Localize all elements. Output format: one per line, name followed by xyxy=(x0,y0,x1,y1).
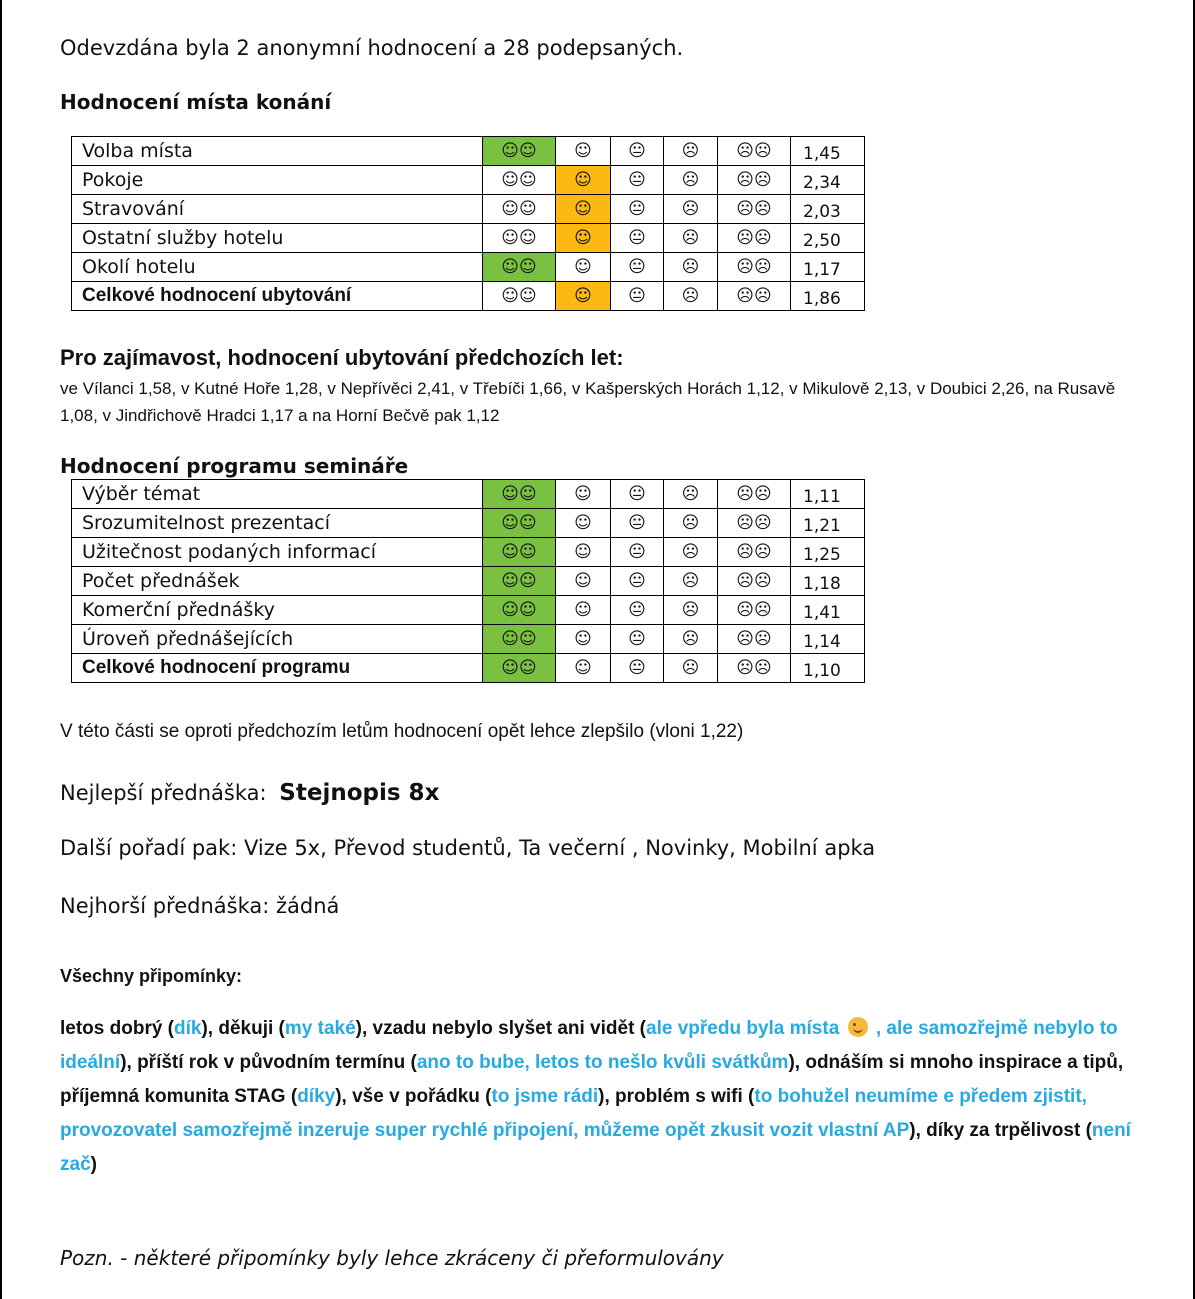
smiley-5-icon: ☹☹ xyxy=(718,282,791,311)
venue-row xyxy=(72,282,865,311)
venue-row-label: Pokoje xyxy=(72,166,483,195)
venue-row-score: 1,17 xyxy=(791,253,865,282)
smiley-1-icon: ☺☺ xyxy=(483,654,556,683)
comment-text: ), odnáším si mnoho inspirace a tipů, příjemná komunita STAG ( xyxy=(60,1052,1124,1107)
comments-title: Všechny připomínky: xyxy=(60,966,243,986)
venue-row xyxy=(72,224,865,253)
comment-text: ), problém s wifi ( xyxy=(598,1086,755,1107)
smiley-1-icon: ☺☺ xyxy=(483,596,556,625)
best-lecture-value: Stejnopis 8x xyxy=(279,780,440,806)
program-row-score: 1,14 xyxy=(791,625,865,654)
venue-row-label: Volba místa xyxy=(72,137,483,166)
smiley-2-icon: ☺ xyxy=(556,137,611,166)
program-row xyxy=(72,625,865,654)
smiley-2-icon: ☺ xyxy=(556,654,611,683)
comments-text xyxy=(60,1012,1150,1182)
comment-text: ), děkuji ( xyxy=(201,1018,285,1039)
smiley-1-icon: ☺☺ xyxy=(483,195,556,224)
program-row-score: 1,11 xyxy=(791,480,865,509)
program-row-label: Výběr témat xyxy=(72,480,483,509)
smiley-1-icon: ☺☺ xyxy=(483,166,556,195)
program-row xyxy=(72,509,865,538)
program-row-score: 1,10 xyxy=(791,654,865,683)
smiley-5-icon: ☹☹ xyxy=(718,625,791,654)
smiley-4-icon: ☹ xyxy=(664,195,718,224)
comment-text: ), vše v pořádku ( xyxy=(335,1086,492,1107)
smiley-4-icon: ☹ xyxy=(664,224,718,253)
previous-years-title: Pro zajímavost, hodnocení ubytování předchozích let: xyxy=(60,345,624,370)
smiley-3-icon: 😐 xyxy=(611,224,664,253)
smiley-4-icon: ☹ xyxy=(664,253,718,282)
comment-reply: to bohužel neumíme e předem zjistit, provozovatel samozřejmě inzeruje super rychlé připojení, můžeme opět zkusit vozit vlastní AP xyxy=(60,1086,1087,1141)
smiley-1-icon: ☺☺ xyxy=(483,509,556,538)
venue-row-score: 2,34 xyxy=(791,166,865,195)
smiley-1-icon: ☺☺ xyxy=(483,253,556,282)
program-row xyxy=(72,596,865,625)
next-order-value: Vize 5x, Převod studentů, Ta večerní , Novinky, Mobilní apka xyxy=(243,836,876,860)
smiley-2-icon: ☺ xyxy=(556,567,611,596)
worst-lecture-label: Nejhorší přednáška: xyxy=(60,894,270,918)
program-row xyxy=(72,480,865,509)
venue-row-score: 2,50 xyxy=(791,224,865,253)
venue-row-label: Ostatní služby hotelu xyxy=(72,224,483,253)
best-lecture-label: Nejlepší přednáška: xyxy=(60,781,267,805)
smiley-2-icon: ☺ xyxy=(556,166,611,195)
venue-row xyxy=(72,137,865,166)
program-row-score: 1,18 xyxy=(791,567,865,596)
venue-row-label: Celkové hodnocení ubytování xyxy=(72,282,483,311)
venue-row-score: 2,03 xyxy=(791,195,865,224)
comment-reply: ano to bube, letos to nešlo kvůli svátkům xyxy=(416,1052,789,1073)
smiley-5-icon: ☹☹ xyxy=(718,654,791,683)
smiley-5-icon: ☹☹ xyxy=(718,509,791,538)
smiley-2-icon: ☺ xyxy=(556,282,611,311)
smiley-1-icon: ☺☺ xyxy=(483,480,556,509)
wink-emoji-icon xyxy=(848,1017,868,1037)
smiley-4-icon: ☹ xyxy=(664,567,718,596)
smiley-4-icon: ☹ xyxy=(664,166,718,195)
worst-lecture xyxy=(60,894,339,918)
smiley-3-icon: 😐 xyxy=(611,509,664,538)
smiley-5-icon: ☹☹ xyxy=(718,253,791,282)
smiley-3-icon: 😐 xyxy=(611,195,664,224)
smiley-3-icon: 😐 xyxy=(611,137,664,166)
program-row-score: 1,21 xyxy=(791,509,865,538)
smiley-3-icon: 😐 xyxy=(611,654,664,683)
next-order xyxy=(60,836,875,860)
comment-reply: , ale samozřejmě nebylo to ideální xyxy=(60,1018,1118,1073)
smiley-5-icon: ☹☹ xyxy=(718,538,791,567)
smiley-3-icon: 😐 xyxy=(611,596,664,625)
smiley-2-icon: ☺ xyxy=(556,195,611,224)
next-order-label: Další pořadí pak: xyxy=(60,836,238,860)
comment-reply: díky xyxy=(297,1086,336,1107)
smiley-2-icon: ☺ xyxy=(556,625,611,654)
smiley-4-icon: ☹ xyxy=(664,282,718,311)
smiley-3-icon: 😐 xyxy=(611,282,664,311)
smiley-3-icon: 😐 xyxy=(611,480,664,509)
program-section-title: Hodnocení programu semináře xyxy=(60,454,409,478)
smiley-1-icon: ☺☺ xyxy=(483,538,556,567)
smiley-4-icon: ☹ xyxy=(664,596,718,625)
venue-row-score: 1,86 xyxy=(791,282,865,311)
smiley-3-icon: 😐 xyxy=(611,253,664,282)
program-row-label: Užitečnost podaných informací xyxy=(72,538,483,567)
smiley-3-icon: 😐 xyxy=(611,625,664,654)
program-note: V této části se oproti předchozím letům hodnocení opět lehce zlepšilo (vloni 1,22) xyxy=(60,721,744,742)
program-row-score: 1,25 xyxy=(791,538,865,567)
smiley-2-icon: ☺ xyxy=(556,253,611,282)
smiley-4-icon: ☹ xyxy=(664,509,718,538)
program-row xyxy=(72,654,865,683)
comment-reply: ale vpředu byla místa xyxy=(646,1018,845,1039)
smiley-2-icon: ☺ xyxy=(556,224,611,253)
smiley-3-icon: 😐 xyxy=(611,567,664,596)
smiley-5-icon: ☹☹ xyxy=(718,166,791,195)
program-row-label: Počet přednášek xyxy=(72,567,483,596)
smiley-5-icon: ☹☹ xyxy=(718,480,791,509)
venue-rating-table xyxy=(71,136,865,311)
comment-reply: není zač xyxy=(60,1120,1131,1175)
smiley-1-icon: ☺☺ xyxy=(483,137,556,166)
smiley-5-icon: ☹☹ xyxy=(718,195,791,224)
smiley-3-icon: 😐 xyxy=(611,166,664,195)
comment-text: ), díky za trpělivost ( xyxy=(909,1120,1092,1141)
venue-row-label: Stravování xyxy=(72,195,483,224)
previous-years-text: ve Vílanci 1,58, v Kutné Hoře 1,28, v Nepřívěci 2,41, v Třebíči 1,66, v Kašperských Horách 1,12, v Mikulově 2,13, v Doubici 2,26, na Rusavě 1,08, v Jindřichově Hradci 1,17 a na Horní Bečvě pak 1,12 xyxy=(60,379,1116,425)
best-lecture xyxy=(60,780,439,806)
smiley-3-icon: 😐 xyxy=(611,538,664,567)
smiley-1-icon: ☺☺ xyxy=(483,224,556,253)
venue-row-score: 1,45 xyxy=(791,137,865,166)
smiley-2-icon: ☺ xyxy=(556,538,611,567)
comment-reply: my také xyxy=(284,1018,356,1039)
comment-reply: to jsme rádi xyxy=(491,1086,599,1107)
comment-text: letos dobrý ( xyxy=(60,1018,175,1039)
smiley-1-icon: ☺☺ xyxy=(483,567,556,596)
smiley-5-icon: ☹☹ xyxy=(718,224,791,253)
comment-text: ), vzadu nebylo slyšet ani vidět ( xyxy=(355,1018,647,1039)
program-row-label: Celkové hodnocení programu xyxy=(72,654,483,683)
smiley-5-icon: ☹☹ xyxy=(718,567,791,596)
smiley-4-icon: ☹ xyxy=(664,654,718,683)
program-row xyxy=(72,567,865,596)
program-row-label: Srozumitelnost prezentací xyxy=(72,509,483,538)
smiley-5-icon: ☹☹ xyxy=(718,596,791,625)
smiley-4-icon: ☹ xyxy=(664,538,718,567)
worst-lecture-value: žádná xyxy=(276,894,340,918)
venue-row xyxy=(72,166,865,195)
smiley-4-icon: ☹ xyxy=(664,480,718,509)
smiley-1-icon: ☺☺ xyxy=(483,625,556,654)
smiley-1-icon: ☺☺ xyxy=(483,282,556,311)
footnote: Pozn. - některé připomínky byly lehce zkráceny či přeformulovány xyxy=(60,1246,724,1270)
smiley-2-icon: ☺ xyxy=(556,480,611,509)
comment-text: ) xyxy=(90,1154,97,1175)
intro-text: Odevzdána byla 2 anonymní hodnocení a 28 podepsaných. xyxy=(60,36,684,60)
program-row-score: 1,41 xyxy=(791,596,865,625)
comment-reply: dík xyxy=(174,1018,202,1039)
program-rating-table xyxy=(71,479,865,683)
program-row-label: Úroveň přednášejících xyxy=(72,625,483,654)
smiley-4-icon: ☹ xyxy=(664,625,718,654)
smiley-2-icon: ☺ xyxy=(556,509,611,538)
smiley-4-icon: ☹ xyxy=(664,137,718,166)
venue-section-title: Hodnocení místa konání xyxy=(60,90,332,114)
venue-row xyxy=(72,253,865,282)
venue-row-label: Okolí hotelu xyxy=(72,253,483,282)
smiley-2-icon: ☺ xyxy=(556,596,611,625)
smiley-5-icon: ☹☹ xyxy=(718,137,791,166)
comment-text: ), příští rok v původním termínu ( xyxy=(120,1052,417,1073)
venue-row xyxy=(72,195,865,224)
program-row xyxy=(72,538,865,567)
program-row-label: Komerční přednášky xyxy=(72,596,483,625)
